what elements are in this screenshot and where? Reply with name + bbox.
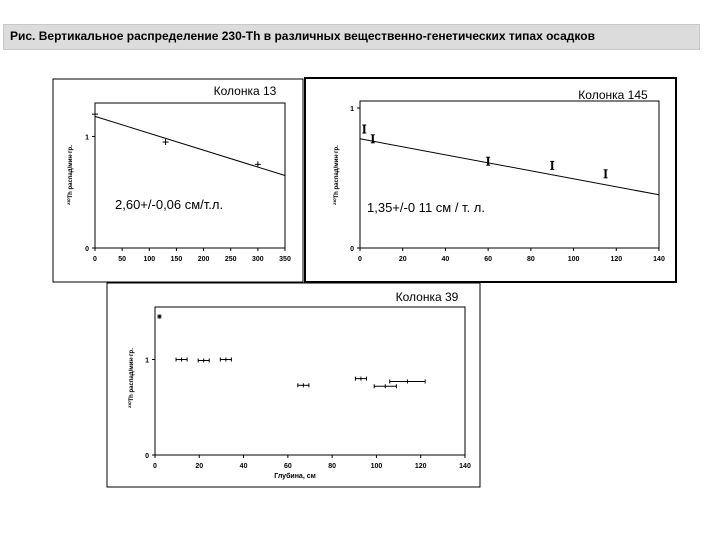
x-tick-label: 140 xyxy=(459,463,471,470)
x-tick-label: 100 xyxy=(143,256,156,263)
figure-title: Рис. Вертикальное распределение 230-Th в различных вещественно-генетических типах осадков xyxy=(10,29,595,43)
panel-3-frame xyxy=(107,283,480,487)
chart-title: Колонка 13 xyxy=(213,84,277,98)
x-axis-label: Глубина, см xyxy=(274,473,316,480)
x-tick-label: 0 xyxy=(358,256,362,263)
x-tick-label: 350 xyxy=(279,256,291,263)
y-tick-label: 0 xyxy=(145,453,149,460)
y-tick-label: 1 xyxy=(85,134,89,142)
x-tick-label: 140 xyxy=(653,256,665,263)
x-tick-label: 20 xyxy=(195,463,204,470)
x-tick-label: 20 xyxy=(398,256,407,263)
y-tick-label: 0 xyxy=(85,246,89,253)
chart-title: Колонка 145 xyxy=(578,88,648,102)
x-tick-label: 80 xyxy=(526,256,535,263)
x-tick-label: 60 xyxy=(484,256,493,263)
y-axis-label: ²³⁰Th распад/мин·гр. xyxy=(68,145,74,205)
y-axis-label: ²³⁰Th распад/мин·гр. xyxy=(334,145,340,205)
x-tick-label: 60 xyxy=(283,463,292,470)
x-tick-label: 120 xyxy=(414,463,427,470)
y-tick-label: 1 xyxy=(350,106,354,113)
x-tick-label: 40 xyxy=(239,463,248,470)
x-tick-label: 250 xyxy=(224,256,237,263)
chart-title: Колонка 39 xyxy=(395,290,459,304)
x-tick-label: 120 xyxy=(610,256,623,263)
x-tick-label: 0 xyxy=(153,463,157,470)
data-point xyxy=(158,315,161,319)
x-tick-label: 100 xyxy=(370,463,383,470)
x-tick-label: 40 xyxy=(441,256,450,263)
panel-2-frame xyxy=(305,78,676,282)
panel-1-frame xyxy=(53,79,303,282)
y-tick-label: 1 xyxy=(145,357,149,365)
x-tick-label: 150 xyxy=(170,256,183,263)
x-tick-label: 300 xyxy=(252,256,264,263)
rate-annotation: 2,60+/-0,06 см/т.л. xyxy=(115,197,224,212)
rate-annotation: 1,35+/-0 11 см / т. л. xyxy=(367,200,485,215)
x-tick-label: 100 xyxy=(567,256,580,263)
x-tick-label: 50 xyxy=(118,256,127,263)
y-axis-label: ²³⁰Th распад/мин·гр. xyxy=(129,348,135,408)
x-tick-label: 80 xyxy=(328,463,337,470)
y-tick-label: 0 xyxy=(350,246,354,253)
x-tick-label: 200 xyxy=(197,256,210,263)
x-tick-label: 0 xyxy=(93,256,97,263)
